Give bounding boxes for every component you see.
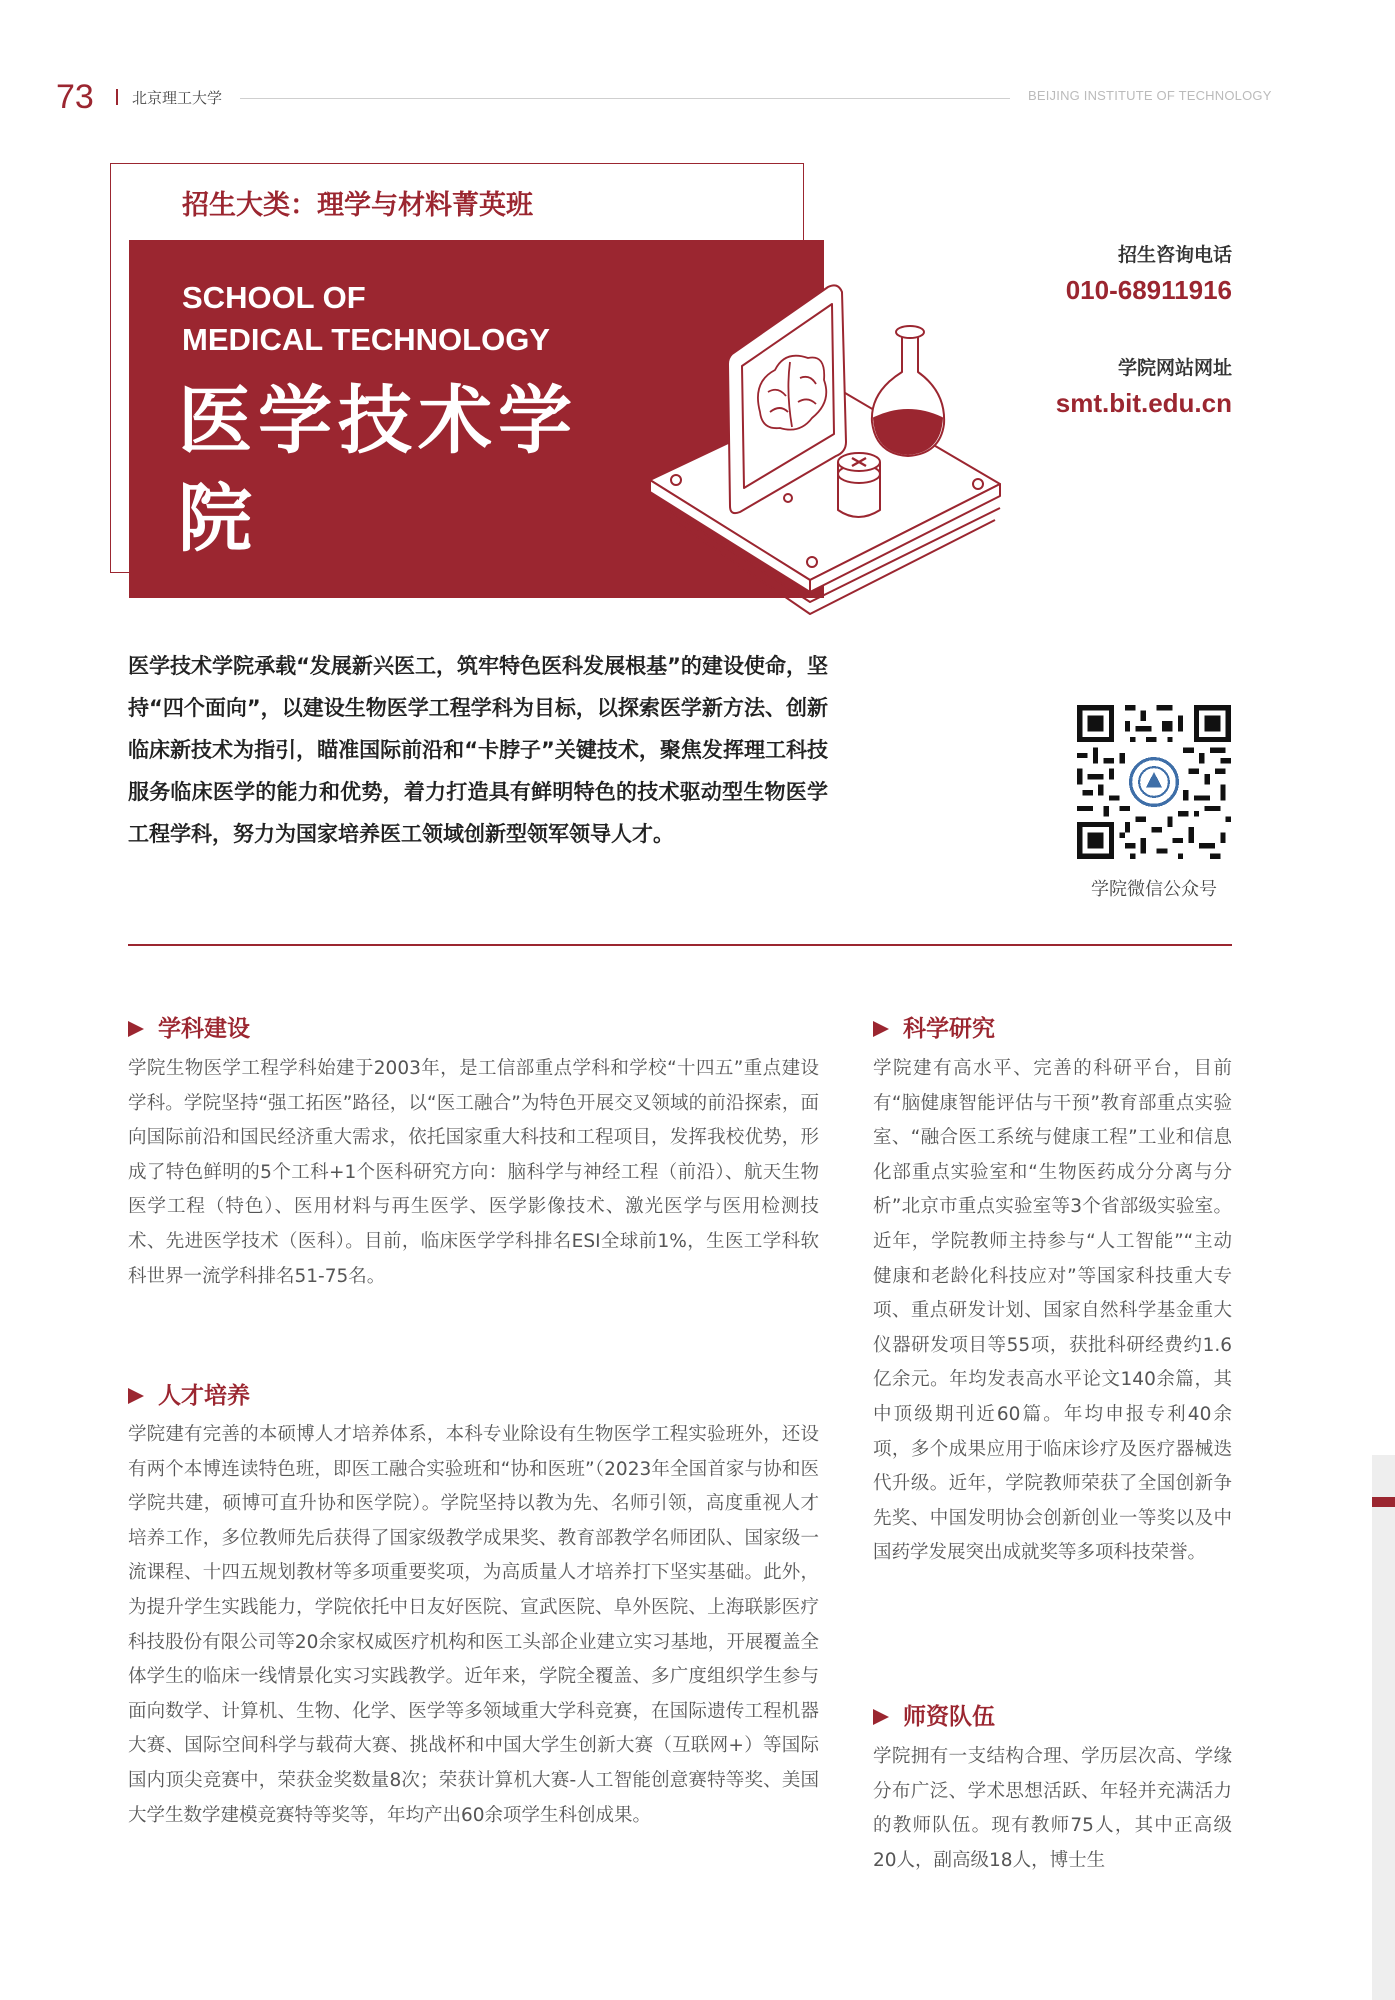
qr-caption: 学院微信公众号 xyxy=(1091,879,1217,900)
section-divider xyxy=(128,944,1232,946)
school-name-cn: 医学技术学院 xyxy=(178,378,578,562)
school-name-en: SCHOOL OF MEDICAL TECHNOLOGY xyxy=(182,280,550,357)
admission-category: 招生大类：理学与材料菁英班 xyxy=(182,190,533,221)
section-marker-icon xyxy=(128,1021,144,1037)
section-marker-icon xyxy=(128,1388,144,1404)
phone-label: 招生咨询电话 xyxy=(1117,244,1232,266)
page-edge-tab xyxy=(1372,1455,1395,2000)
section-title-talent: 人才培养 xyxy=(128,1377,250,1410)
phone-number[interactable]: 010-68911916 xyxy=(1065,275,1232,305)
lab-illustration xyxy=(640,262,1010,622)
website-label: 学院网站网址 xyxy=(1117,357,1232,379)
section-body-talent: 学院建有完善的本硕博人才培养体系，本科专业除设有生物医学工程实验班外，还设有两个本博连读特色班，即医工融合实验班和“协和医班”（2023年全国首家与协和医学院共建，硕博可直升协和医学院）。学院坚持以教为先、名师引领，高度重视人才培养工作，多位教师先后获得了国家级教学成果奖、教育部教学名师团队、国家级一流课程、十四五规划教材等多项重要奖项，为高质量人才培养打下坚实基础。此外，为提升学生实践能力，学院依托中日友好医院、宣武医院、阜外医院、上海联影医疗科技股份有限公司等20余家权威医疗机构和医工头部企业建立实习基地，开展覆盖全体学生的临床一线情景化实习实践教学。近年来，学院全覆盖、多广度组织学生参与面向数学、计算机、生物、化学、医学等多领域重大学科竞赛，在国际遗传工程机器大赛、国际空间科学与载荷大赛、挑战杯和中国大学生创新大赛（互联网+）等国际国内顶尖竞赛中，荣获金奖数量8次；荣获计算机大赛-人工智能创意赛特等奖、美国大学生数学建模竞赛特等奖等，年均产出60余项学生科创成果。 xyxy=(128,1424,819,1826)
section-body-discipline: 学院生物医学工程学科始建于2003年，是工信部重点学科和学校“十四五”重点建设学科。学院坚持“强工拓医”路径，以“医工融合”为特色开展交叉领域的前沿探索，面向国际前沿和国民经济重大需求，依托国家重大科技和工程项目，发挥我校优势，形成了特色鲜明的5个工科+1个医科研究方向：脑科学与神经工程（前沿）、航天生物医学工程（特色）、医用材料与再生医学、医学影像技术、激光医学与医用检测技术、先进医学技术（医科）。目前，临床医学学科排名ESI全球前1%，生医工学科软科世界一流学科排名51-75名。 xyxy=(128,1058,819,1287)
section-title-discipline: 学科建设 xyxy=(128,1010,250,1043)
intro-paragraph: 医学技术学院承载“发展新兴医工，筑牢特色医科发展根基”的建设使命，坚持“四个面向”，以建设生物医学工程学科为目标，以探索医学新方法、创新临床新技术为指引，瞄准国际前沿和“卡脖子”关键技术，聚焦发挥理工科技服务临床医学的能力和优势，着力打造具有鲜明特色的技术驱动型生物医学工程学科，努力为国家培养医工领域创新型领军领导人才。 xyxy=(128,654,828,846)
website-link[interactable]: smt.bit.edu.cn xyxy=(1055,388,1232,418)
section-marker-icon xyxy=(873,1709,889,1725)
header-divider xyxy=(116,89,118,105)
section-title-research: 科学研究 xyxy=(873,1010,995,1043)
page-edge-marker xyxy=(1372,1497,1395,1507)
section-marker-icon xyxy=(873,1021,889,1037)
university-name-en: BEIJING INSTITUTE OF TECHNOLOGY xyxy=(1028,88,1272,103)
section-body-faculty: 学院拥有一支结构合理、学历层次高、学缘分布广泛、学术思想活跃、年轻并充满活力的教师队伍。现有教师75人，其中正高级20人，副高级18人，博士生 xyxy=(873,1746,1232,1871)
header-rule xyxy=(240,98,1010,99)
section-title-faculty: 师资队伍 xyxy=(873,1698,995,1731)
university-name: 北京理工大学 xyxy=(132,89,223,107)
page-number: 73 xyxy=(56,78,94,116)
section-body-research: 学院建有高水平、完善的科研平台，目前有“脑健康智能评估与干预”教育部重点实验室、“融合医工系统与健康工程”工业和信息化部重点实验室和“生物医药成分分离与分析”北京市重点实验室等3个省部级实验室。近年，学院教师主持参与“人工智能”“主动健康和老龄化科技应对”等国家科技重大专项、重点研发计划、国家自然科学基金重大仪器研发项目等55项，获批科研经费约1.6亿余元。年均发表高水平论文140余篇，其中顶级期刊近60篇。年均申报专利40余项，多个成果应用于临床诊疗及医疗器械迭代升级。近年，学院教师荣获了全国创新争先奖、中国发明协会创新创业一等奖以及中国药学发展突出成就奖等多项科技荣誉。 xyxy=(873,1058,1232,1564)
wechat-qr-code[interactable] xyxy=(1077,705,1231,859)
